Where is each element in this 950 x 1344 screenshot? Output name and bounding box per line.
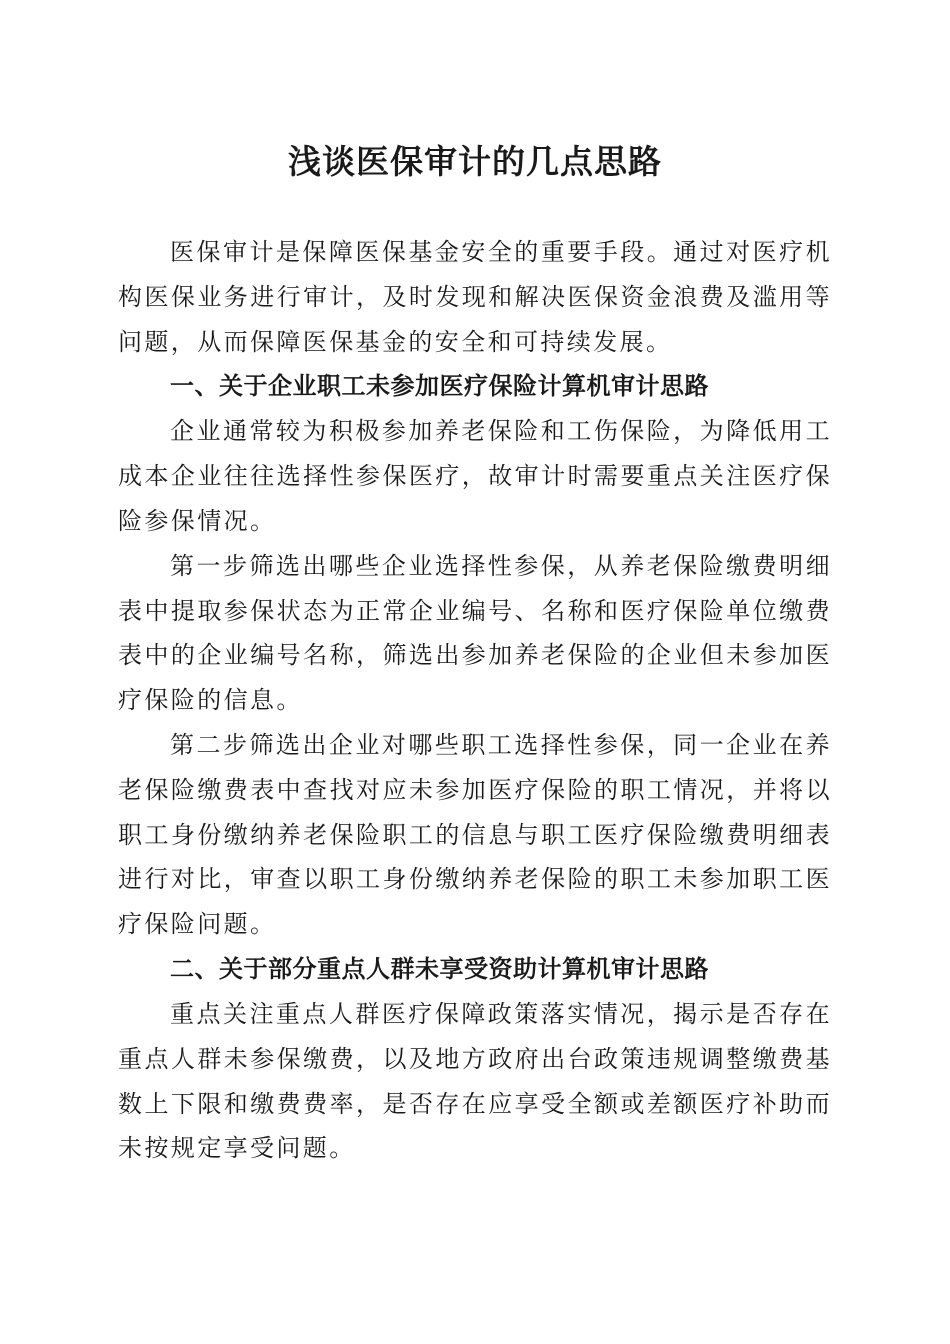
section-2-paragraph-1: 重点关注重点人群医疗保障政策落实情况，揭示是否存在重点人群未参保缴费，以及地方政府出台政策违规调整缴费基数上下限和缴费费率，是否存在应享受全额或差额医疗补助而未按规定享受问题。: [118, 999, 832, 1163]
page-title: 浅谈医保审计的几点思路: [288, 142, 662, 181]
section-1-paragraph-3: 第二步筛选出企业对哪些职工选择性参保，同一企业在养老保险缴费表中查找对应未参加医疗保险的职工情况，并将以职工身份缴纳养老保险职工的信息与职工医疗保险缴费明细表进行对比，审查以职工身份缴纳养老保险的职工未参加职工医疗保险问题。: [118, 730, 832, 939]
section-2-heading: 二、关于部分重点人群未享受资助计算机审计思路: [170, 954, 709, 983]
section-1-heading: 一、关于企业职工未参加医疗保险计算机审计思路: [170, 372, 709, 401]
section-1-paragraph-2: 第一步筛选出哪些企业选择性参保，从养老保险缴费明细表中提取参保状态为正常企业编号、名称和医疗保险单位缴费表中的企业编号名称，筛选出参加养老保险的企业但未参加医疗保险的信息。: [118, 551, 832, 715]
document-body: [118, 230, 832, 1171]
section-1-paragraph-1: 企业通常较为积极参加养老保险和工伤保险，为降低用工成本企业往往选择性参保医疗，故审计时需要重点关注医疗保险参保情况。: [118, 417, 832, 535]
intro-paragraph: 医保审计是保障医保基金安全的重要手段。通过对医疗机构医保业务进行审计，及时发现和解决医保资金浪费及滥用等问题，从而保障医保基金的安全和可持续发展。: [118, 238, 832, 356]
